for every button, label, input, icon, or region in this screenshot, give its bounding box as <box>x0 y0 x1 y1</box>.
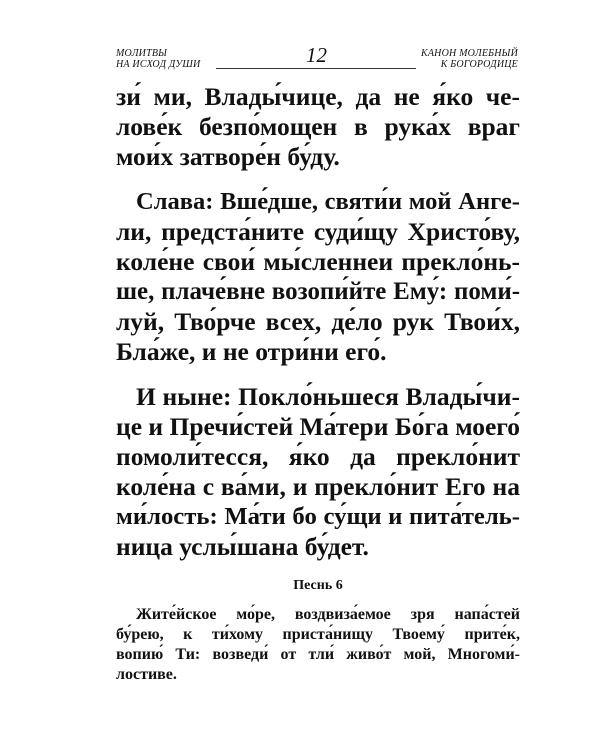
header-right-line: КАНОН МОЛЕБНЫЙ <box>421 48 518 59</box>
text-line: ми́лость: Ма́ти бо су́щи и пита́тель- <box>116 503 520 530</box>
paragraph-i-nyne <box>116 382 520 562</box>
text-line: луй, Тво́рче всех, де́ло рук Твои́х, <box>116 307 520 336</box>
text-line: мои́х затворе́н бу́ду. <box>116 142 340 171</box>
running-header <box>116 44 520 78</box>
text-line: И ныне: Покло́ньшеся Влады́чи- <box>136 382 520 411</box>
text-line: Бла́же, и не отри́ни его́. <box>116 337 387 366</box>
page-number: 12 <box>306 43 327 67</box>
text-line: ли, предста́ните суди́щу Христо́ву, <box>116 217 520 246</box>
header-left-line: МОЛИТВЫ <box>116 48 168 59</box>
header-left-title <box>116 48 200 70</box>
text-line: Слава: Вше́дше, святи́и мой Анге- <box>136 188 520 215</box>
text-line: зи́ ми, Влады́чице, да не я́ко че- <box>116 82 520 111</box>
text-line: Жите́йское мо́ре, воздвиза́емое зря напа́стей <box>136 606 520 623</box>
text-line: лове́к безпо́мощен в рука́х враг <box>116 112 520 141</box>
header-rule <box>216 68 416 69</box>
text-line: лостиве. <box>116 666 177 683</box>
header-left-line: НА ИСХОД ДУШИ <box>116 59 201 70</box>
text-line: помоли́тесся, я́ко да прекло́нит <box>116 442 520 471</box>
text-line: коле́не свои́ мы́сленнеи прекло́нь- <box>116 247 520 276</box>
text-line: бу́рею, к ти́хому приста́нищу Твоему́ прите́к, <box>116 626 520 643</box>
text-line: коле́на с ва́ми, и прекло́нит Его на <box>116 472 520 501</box>
verse-text <box>116 605 520 685</box>
text-line: це и Пречи́стей Ма́тери Бо́га моего́ <box>116 412 520 441</box>
paragraph-slava <box>116 187 520 367</box>
text-line: вопию́ Ти: возведи́ от тли́ живо́т мой, Многоми́- <box>116 646 520 663</box>
header-right-title <box>421 48 518 70</box>
text-line: ница услы́шана бу́дет. <box>116 532 369 561</box>
header-right-line: К БОГОРОДИЦЕ <box>440 59 518 70</box>
paragraph-continuation <box>116 82 520 172</box>
main-text <box>116 82 520 577</box>
text-line: ше, плаче́вне возопи́йте Ему́: поми́- <box>116 278 520 305</box>
section-title: Песнь 6 <box>293 578 343 593</box>
